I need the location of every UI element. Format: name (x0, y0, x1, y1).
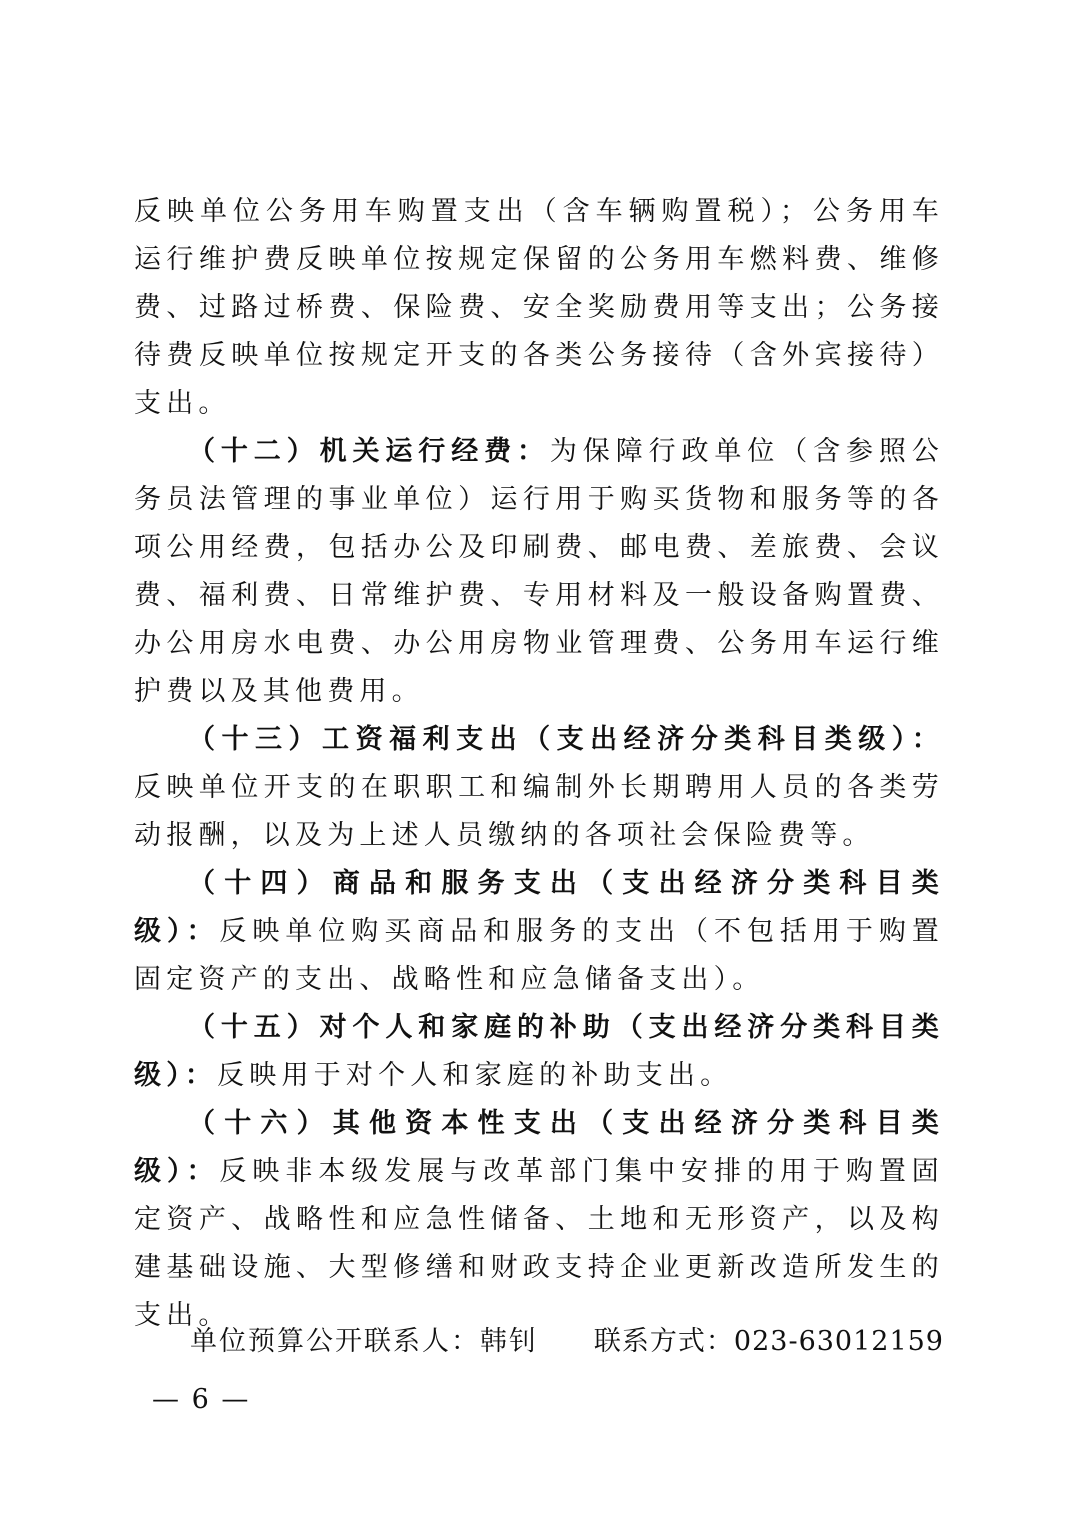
paragraph-text: 反映单位开支的在职职工和编制外长期聘用人员的各类劳动报酬，以及为上述人员缴纳的各项社会保险费等。 (134, 772, 944, 851)
paragraph-continuation (134, 188, 944, 428)
paragraph-heading: （十二）机关运行经费： (188, 436, 550, 467)
contact-person: 单位预算公开联系人：韩钊 (190, 1326, 538, 1357)
paragraph-14-goods-services (134, 860, 944, 1004)
page-number: — 6 — (152, 1384, 251, 1415)
paragraph-16-other-capital (134, 1100, 944, 1340)
paragraph-12-office-operating-funds (134, 428, 944, 716)
paragraph-heading: （十五）对个人和家庭的补助（支出经济分类科目类级）： (134, 1012, 944, 1091)
paragraph-text: 反映单位公务用车购置支出（含车辆购置税）；公务用车运行维护费反映单位按规定保留的公务用车燃料费、维修费、过路过桥费、保险费、安全奖励费用等支出；公务接待费反映单位按规定开支的各类公务接待（含外宾接待）支出。 (134, 196, 944, 419)
paragraph-text: 反映单位购买商品和服务的支出（不包括用于购置固定资产的支出、战略性和应急储备支出）。 (134, 916, 944, 995)
paragraph-heading: （十六）其他资本性支出（支出经济分类科目类级）： (134, 1108, 944, 1187)
paragraph-text: 反映非本级发展与改革部门集中安排的用于购置固定资产、战略性和应急性储备、土地和无形资产，以及构建基础设施、大型修缮和财政支持企业更新改造所发生的支出。 (134, 1156, 944, 1331)
paragraph-15-household-subsidies (134, 1004, 944, 1100)
contact-method: 联系方式：023-63012159 (593, 1326, 944, 1357)
paragraph-text: 为保障行政单位（含参照公务员法管理的事业单位）运行用于购买货物和服务等的各项公用经费，包括办公及印刷费、邮电费、差旅费、会议费、福利费、日常维护费、专用材料及一般设备购置费、办公用房水电费、办公用房物业管理费、公务用车运行维护费以及其他费用。 (134, 436, 945, 707)
paragraph-13-wages-welfare (134, 716, 944, 860)
paragraph-heading: （十四）商品和服务支出（支出经济分类科目类级）： (134, 868, 944, 947)
paragraph-text: 反映用于对个人和家庭的补助支出。 (217, 1060, 733, 1091)
document-body (134, 188, 944, 1340)
contact-line (190, 1322, 944, 1362)
paragraph-heading: （十三）工资福利支出（支出经济分类科目类级）： (188, 724, 944, 755)
